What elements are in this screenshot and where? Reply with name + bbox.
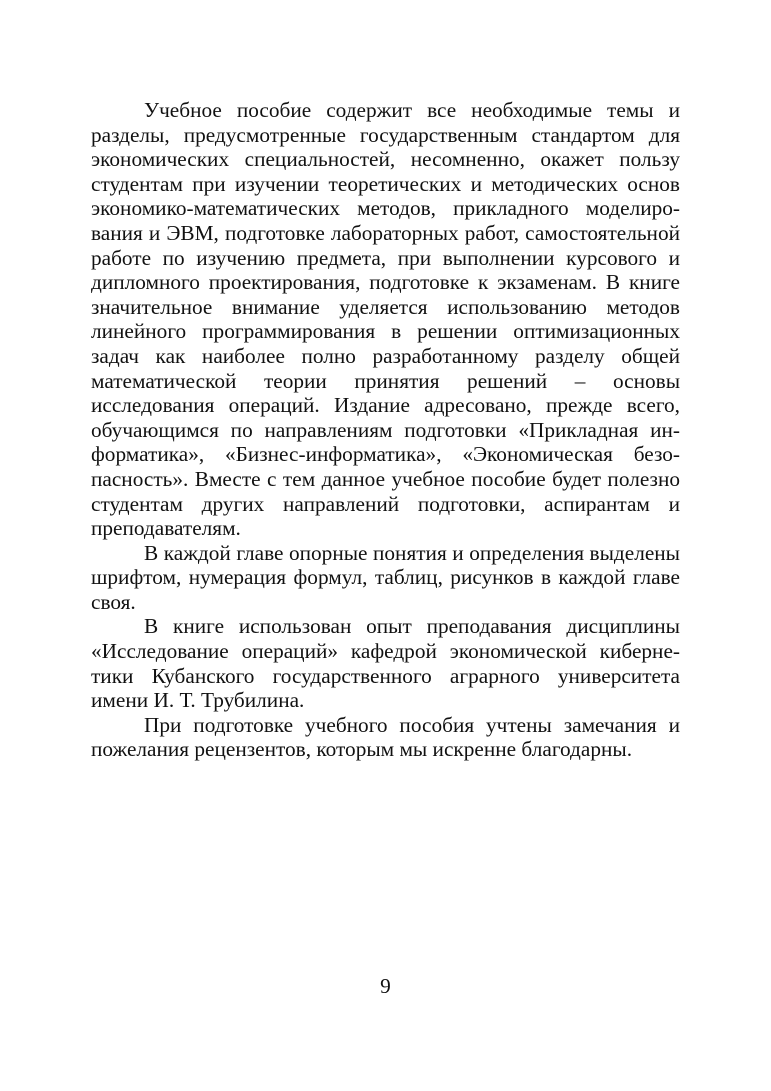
page-number: 9: [380, 974, 391, 998]
paragraph-chapters: В каждой главе опорные понятия и определения выделены шрифтом, нумерация формул, таблиц, рисунков в каждой главе своя.: [91, 540, 680, 614]
paragraph-acknowledgements: При подготовке учебного пособия учтены замечания и пожелания рецензентов, которым мы искренне благодарны.: [91, 712, 680, 762]
paragraph-experience: В книге использован опыт преподавания дисциплины «Исследование операций» кафедрой экономической кибернетики Кубанского государственного аграрного университета имени И. Т. Трубилина.: [91, 614, 680, 713]
page-body: [91, 98, 680, 762]
paragraph-intro: Учебное пособие содержит все необходимые темы и разделы, предусмотренные государственным стандартом для экономических специальностей, несомненно, окажет пользу студентам при изучении теоретических и методических основ экономико-математических методов, прикладного моделирования и ЭВМ, подготовке лабораторных работ, самостоятельной работе по изучению предмета, при выполнении курсового и дипломного проектирования, подготовке к экзаменам. В книге значительное внимание уделяется использованию методов линейного программирования в решении оптимизационных задач как наиболее полно разработанному разделу общей математической теории принятия решений – основы исследования операций. Издание адресовано, прежде всего, обучающимся по направлениям подготовки «Прикладная информатика», «Бизнес-информатика», «Экономическая безопасность». Вместе с тем данное учебное пособие будет полезно студентам других направлений подготовки, аспирантам и преподавателям.: [91, 98, 680, 541]
